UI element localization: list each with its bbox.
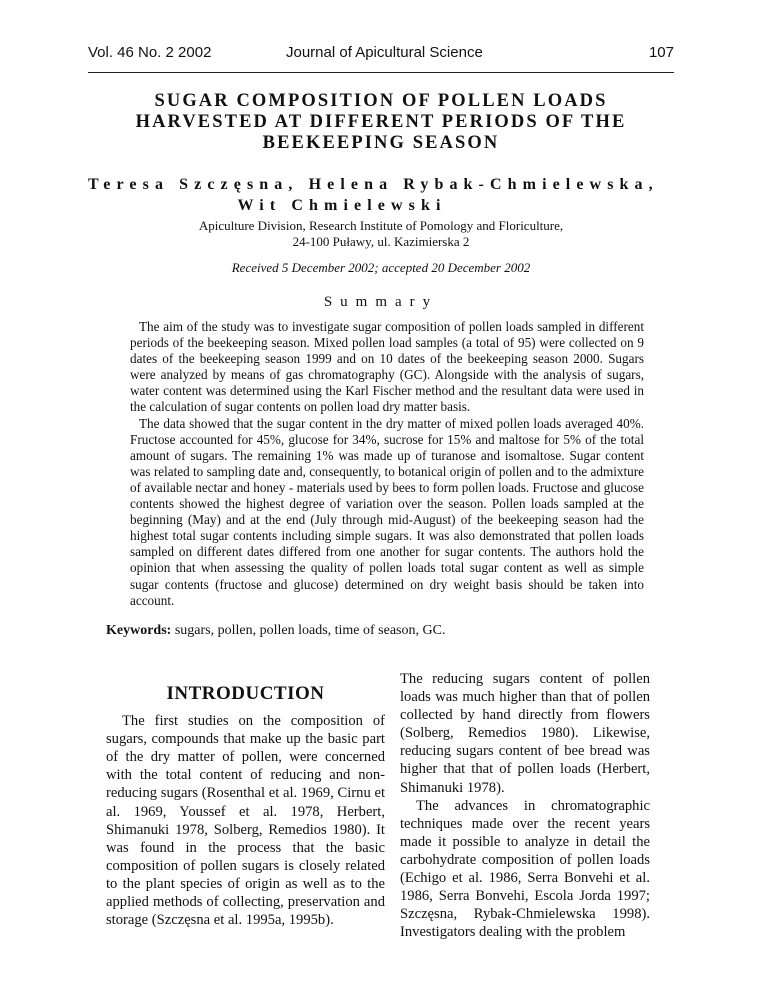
right-column (400, 670, 650, 941)
keywords-text: sugars, pollen, pollen loads, time of season, GC. (171, 623, 446, 638)
summary-body (130, 319, 644, 609)
title-line: SUGAR COMPOSITION OF POLLEN LOADS (154, 91, 608, 111)
authors-line-2: Wit Chmielewski (237, 197, 447, 214)
affiliation-line: Apiculture Division, Research Institute of Pomology and Floriculture, (198, 218, 564, 233)
author-list (88, 174, 674, 216)
authors-line-1: Teresa Szczęsna, Helena Rybak-Chmielewska, (88, 176, 659, 193)
title-line: BEEKEEPING SEASON (262, 133, 500, 153)
left-column (106, 685, 385, 929)
title-line: HARVESTED AT DIFFERENT PERIODS OF THE (135, 112, 627, 132)
summary-heading: Summary (323, 294, 439, 310)
affiliation-line: 24-100 Puławy, ul. Kazimierska 2 (292, 234, 470, 249)
keywords-label: Keywords: (106, 623, 172, 638)
received-dates: Received 5 December 2002; accepted 20 December 2002 (231, 260, 531, 275)
summary-paragraph: The data showed that the sugar content in the dry matter of mixed pollen loads averaged 40%. Fructose accounted for 45%, glucose for 34%, sucrose for 15% and maltose for 5% of the total amount of sugars. The remaining 1% was made up of turanose and isomaltose. Sugar content was related to sampling date and, consequently, to botanical origin of pollen and to the admixture of available nectar and honey - materials used by bees to form pollen loads. Fructose and glucose contents showed the highest degree of variation over the season. Pollen loads sampled at the beginning (May) and at the end (July through mid-August) of the beekeeping season had the highest total sugar contents including simple sugars. It was also demonstrated that pollen loads sampled on different dates differed from one another for sugar contents. The authors hold the opinion that when assessing the quality of pollen loads total sugar content as well as simple sugar contents (fructose and glucose) determined on dry weight basis should be taken into account. (130, 415, 644, 608)
journal-name: Journal of Apicultural Science (286, 44, 483, 61)
affiliation (88, 218, 674, 250)
body-paragraph: The first studies on the composition of sugars, compounds that make up the basic part of the dry matter of pollen, were concerned with the total content of reducing and non-reducing sugars (Rosenthal et al. 1969, Cirnu et al. 1969, Youssef et al. 1978, Herbert, Shimanuki 1978, Solberg, Remedios 1980). It was found in the process that the basic composition of pollen sugars is closely related to the plant species of origin as well as to the applied methods of collecting, preservation and storage (Szczęsna et al. 1995a, 1995b). (106, 713, 385, 929)
introduction-heading: INTRODUCTION (166, 683, 325, 704)
journal-volume: Vol. 46 No. 2 2002 (88, 44, 212, 61)
body-paragraph: The advances in chromatographic techniques made over the recent years made it possible to analyze in detail the carbohydrate composition of pollen loads (Echigo et al. 1986, Serra Bonvehi et al. 1986, Serra Bonvehi, Escola Jorda 1997; Szczęsna, Rybak-Chmielewska 1998). Investigators dealing with the problem (400, 797, 650, 941)
summary-paragraph: The aim of the study was to investigate sugar composition of pollen loads sampled in different periods of the beekeeping season. Mixed pollen load samples (a total of 95) were collected on 9 dates of the beekeeping season 1999 and on 10 dates of the beekeeping season 2000. Sugars were analyzed by means of gas chromatography (GC). Alongside with the analysis of sugars, water content was determined using the Karl Fischer method and the resultant data were used in the calculation of sugar contents on pollen load dry matter basis. (130, 319, 644, 415)
page-number: 107 (648, 44, 674, 61)
running-header (88, 42, 674, 73)
body-paragraph: The reducing sugars content of pollen loads was much higher than that of pollen collected by hand directly from flowers (Solberg, Remedios 1980). Likewise, reducing sugars content of bee bread was higher that that of pollen loads (Herbert, Shimanuki 1978). (400, 671, 650, 796)
article-title (88, 91, 674, 154)
keywords (106, 623, 666, 639)
